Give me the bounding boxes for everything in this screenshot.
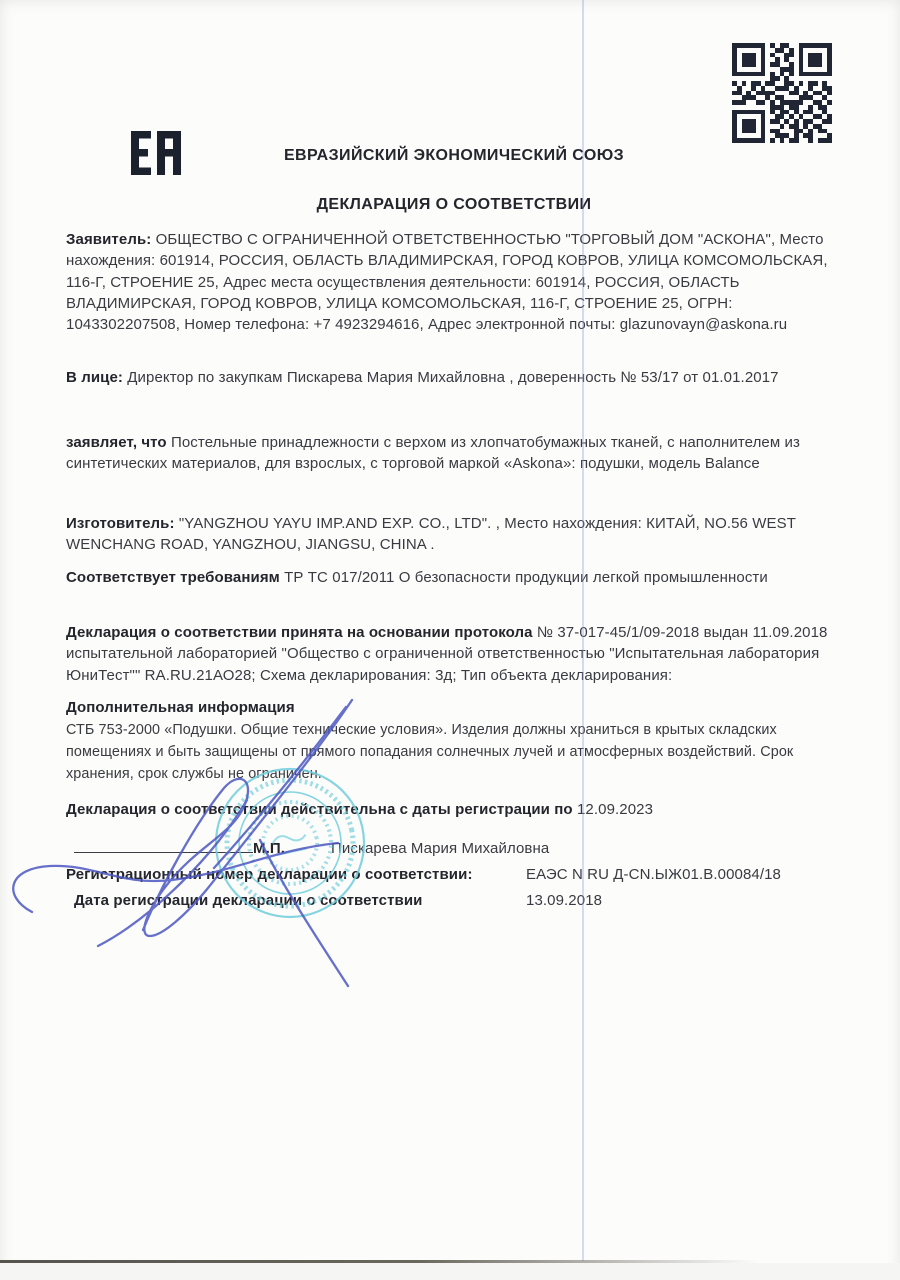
seal-place-label: М.П. [253, 840, 286, 857]
handwritten-signature [0, 688, 423, 998]
additional-info-text: СТБ 753-2000 «Подушки. Общие технические условия». Изделия должны храниться в крытых складских помещениях и быть защищены от прямого попадания солнечных лучей и атмосферных воздействий. Срок хранения, срок службы не ограничен. [66, 722, 794, 782]
applicant-label: Заявитель: [66, 231, 152, 248]
representative-paragraph [66, 367, 842, 388]
applicant-paragraph [66, 229, 842, 335]
registration-number-value: ЕАЭС N RU Д-CN.ЫЖ01.В.00084/18 [526, 866, 781, 883]
registration-number-label: Регистрационный номер декларации о соответствии: [66, 866, 473, 883]
doc-title: ДЕКЛАРАЦИЯ О СООТВЕТСТВИИ [316, 196, 592, 213]
manufacturer-paragraph [66, 513, 842, 556]
scan-background-strip [0, 1263, 900, 1280]
representative-text: Директор по закупкам Пискарева Мария Михайловна , доверенность № 53/17 от 01.01.2017 [127, 369, 779, 386]
declares-paragraph [66, 432, 842, 475]
manufacturer-label: Изготовитель: [66, 515, 175, 532]
qr-code-icon [732, 43, 832, 143]
compliance-text: ТР ТС 017/2011 О безопасности продукции легкой промышленности [284, 569, 768, 586]
basis-text: № 37-017-45/1/09-2018 выдан 11.09.2018 испытательной лабораторией "Общество с ограниченной ответственностью "Испытательная лаборатория ЮниТест"" RA.RU.21АО28; Схема декларирования: 3д; Тип объекта декларирования: [66, 624, 828, 684]
compliance-label: Соответствует требованиям [66, 569, 280, 586]
validity-label: Декларация о соответствии действительна с даты регистрации по [66, 801, 573, 818]
declares-label: заявляет, что [66, 434, 167, 451]
manufacturer-text: "YANGZHOU YAYU IMP.AND EXP. CO., LTD". , Место нахождения: КИТАЙ, NO.56 WEST WENCHANG ROAD, YANGZHOU, JIANGSU, CHINA . [66, 515, 796, 554]
compliance-paragraph [66, 567, 842, 588]
registration-date-label: Дата регистрации декларации о соответствии [74, 892, 423, 909]
validity-date: 12.09.2023 [576, 801, 654, 818]
additional-info-heading: Дополнительная информация [66, 699, 295, 716]
scan-artifact-vertical-line [582, 0, 584, 1261]
representative-label: В лице: [66, 369, 124, 386]
signer-name: Пискарева Мария Михайловна [331, 840, 550, 857]
declares-text: Постельные принадлежности с верхом из хлопчатобумажных тканей, с наполнителем из синтетических материалов, для взрослых, с торговой маркой «Askona»: подушки, модель Balance [66, 434, 801, 473]
basis-label: Декларация о соответствии принята на основании протокола [66, 624, 533, 641]
registration-date-value: 13.09.2018 [526, 892, 603, 909]
union-title: ЕВРАЗИЙСКИЙ ЭКОНОМИЧЕСКИЙ СОЮЗ [283, 147, 625, 164]
basis-paragraph [66, 622, 842, 686]
applicant-text: ОБЩЕСТВО С ОГРАНИЧЕННОЙ ОТВЕТСТВЕННОСТЬЮ "ТОРГОВЫЙ ДОМ "АСКОНА", Место нахождения: 601914, РОССИЯ, ОБЛАСТЬ ВЛАДИМИРСКАЯ, ГОРОД КОВРОВ, УЛИЦА КОМСОМОЛЬСКАЯ, 116-Г, СТРОЕНИЕ 25, Адрес места осуществления деятельности: 601914, РОССИЯ, ОБЛАСТЬ ВЛАДИМИРСКАЯ, ГОРОД КОВРОВ, УЛИЦА КОМСОМОЛЬСКАЯ, 116-Г, СТРОЕНИЕ 25, ОГРН: 1043302207508, Номер телефона: +7 4923294616, Адрес электронной почты: glazunovayn@askona.ru [66, 231, 828, 334]
